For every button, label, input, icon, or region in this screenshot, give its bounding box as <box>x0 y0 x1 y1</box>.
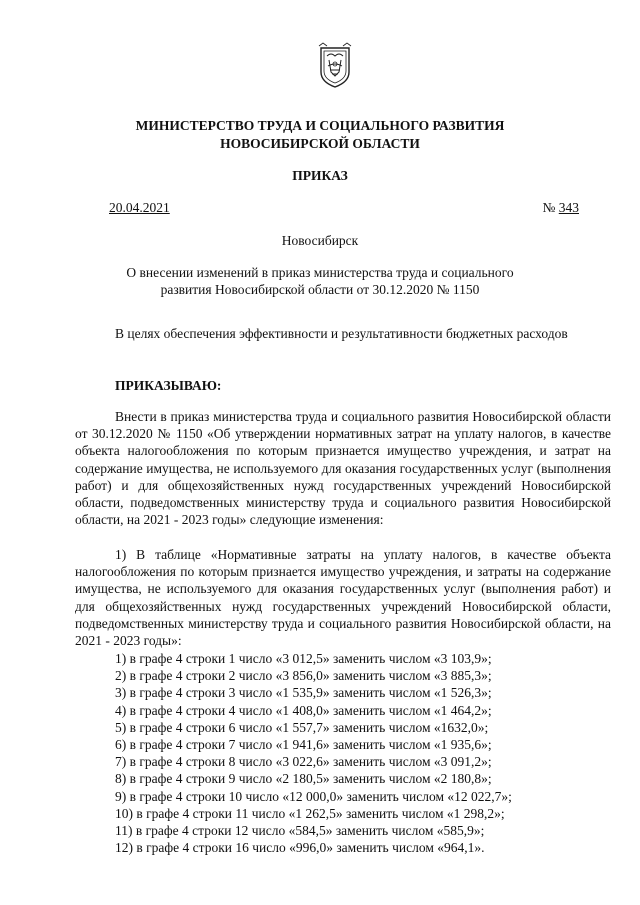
list-item: 2) в графе 4 строки 2 число «3 856,0» заменить числом «3 885,3»; <box>115 668 492 684</box>
changes-list <box>115 650 512 856</box>
list-item: 6) в графе 4 строки 7 число «1 941,6» заменить числом «1 935,6»; <box>115 737 492 753</box>
list-item: 7) в графе 4 строки 8 число «3 022,6» заменить числом «3 091,2»; <box>115 754 492 770</box>
list-item: 12) в графе 4 строки 16 число «996,0» заменить числом «964,1». <box>115 840 485 856</box>
list-item: 11) в графе 4 строки 12 число «584,5» заменить числом «585,9»; <box>115 823 485 839</box>
goal-paragraph: В целях обеспечения эффективности и результативности бюджетных расходов <box>115 326 568 341</box>
ministry-name <box>60 117 580 153</box>
list-item: 3) в графе 4 строки 3 число «1 535,9» заменить числом «1 526,3»; <box>115 685 492 701</box>
list-item: 8) в графе 4 строки 9 число «2 180,5» заменить числом «2 180,8»; <box>115 771 492 787</box>
order-word: ПРИКАЗЫВАЮ: <box>115 378 222 393</box>
list-item: 10) в графе 4 строки 11 число «1 262,5» заменить числом «1 298,2»; <box>115 805 505 821</box>
ministry-name-line2: НОВОСИБИРСКОЙ ОБЛАСТИ <box>220 136 420 151</box>
city-name: Новосибирск <box>281 233 359 248</box>
order-subject: О внесении изменений в приказ министерства труда и социального развития Новосибирской области от 30.12.2020 № 1150 <box>126 265 514 297</box>
list-item: 9) в графе 4 строки 10 число «12 000,0» заменить числом «12 022,7»; <box>115 788 512 804</box>
ministry-name-line1: МИНИСТЕРСТВО ТРУДА И СОЦИАЛЬНОГО РАЗВИТИЯ <box>135 118 505 133</box>
document-type: ПРИКАЗ <box>292 168 348 183</box>
coat-of-arms-icon <box>317 42 353 88</box>
order-number <box>542 199 579 217</box>
order-number-value: 343 <box>558 200 579 215</box>
list-item: 1) в графе 4 строки 1 число «3 012,5» заменить числом «3 103,9»; <box>115 651 492 666</box>
main-paragraph: Внести в приказ министерства труда и социального развития Новосибирской области от 30.12.2020 № 1150 «Об утверждении нормативных затрат на уплату налогов, в качестве объекта налогообложения по которым признается имущество учреждения, и затрат на содержание имущества, не используемого для оказания государственных услуг (выполнения работ) и для общехозяйственных нужд государственных учреждений Новосибирской области, подведомственных министерству труда и социального развития Новосибирской области, на 2021 - 2023 годы» следующие изменения: <box>75 409 611 528</box>
order-date: 20.04.2021 <box>109 200 170 215</box>
list-item: 5) в графе 4 строки 6 число «1 557,7» заменить числом «1632,0»; <box>115 719 489 735</box>
order-number-prefix: № <box>542 200 556 215</box>
list-item: 4) в графе 4 строки 4 число «1 408,0» заменить числом «1 464,2»; <box>115 702 492 718</box>
item-1-paragraph: 1) В таблице «Нормативные затраты на уплату налогов, в качестве объекта налогообложения по которым признается имущество учреждения, и затраты на содержание имущества, не используемого для оказания государственных услуг (выполнения работ) и для общехозяйственных нужд государственных учреждений Новосибирской области, подведомственных министерству труда и социального развития Новосибирской области, на 2021 - 2023 годы»: <box>75 547 611 649</box>
